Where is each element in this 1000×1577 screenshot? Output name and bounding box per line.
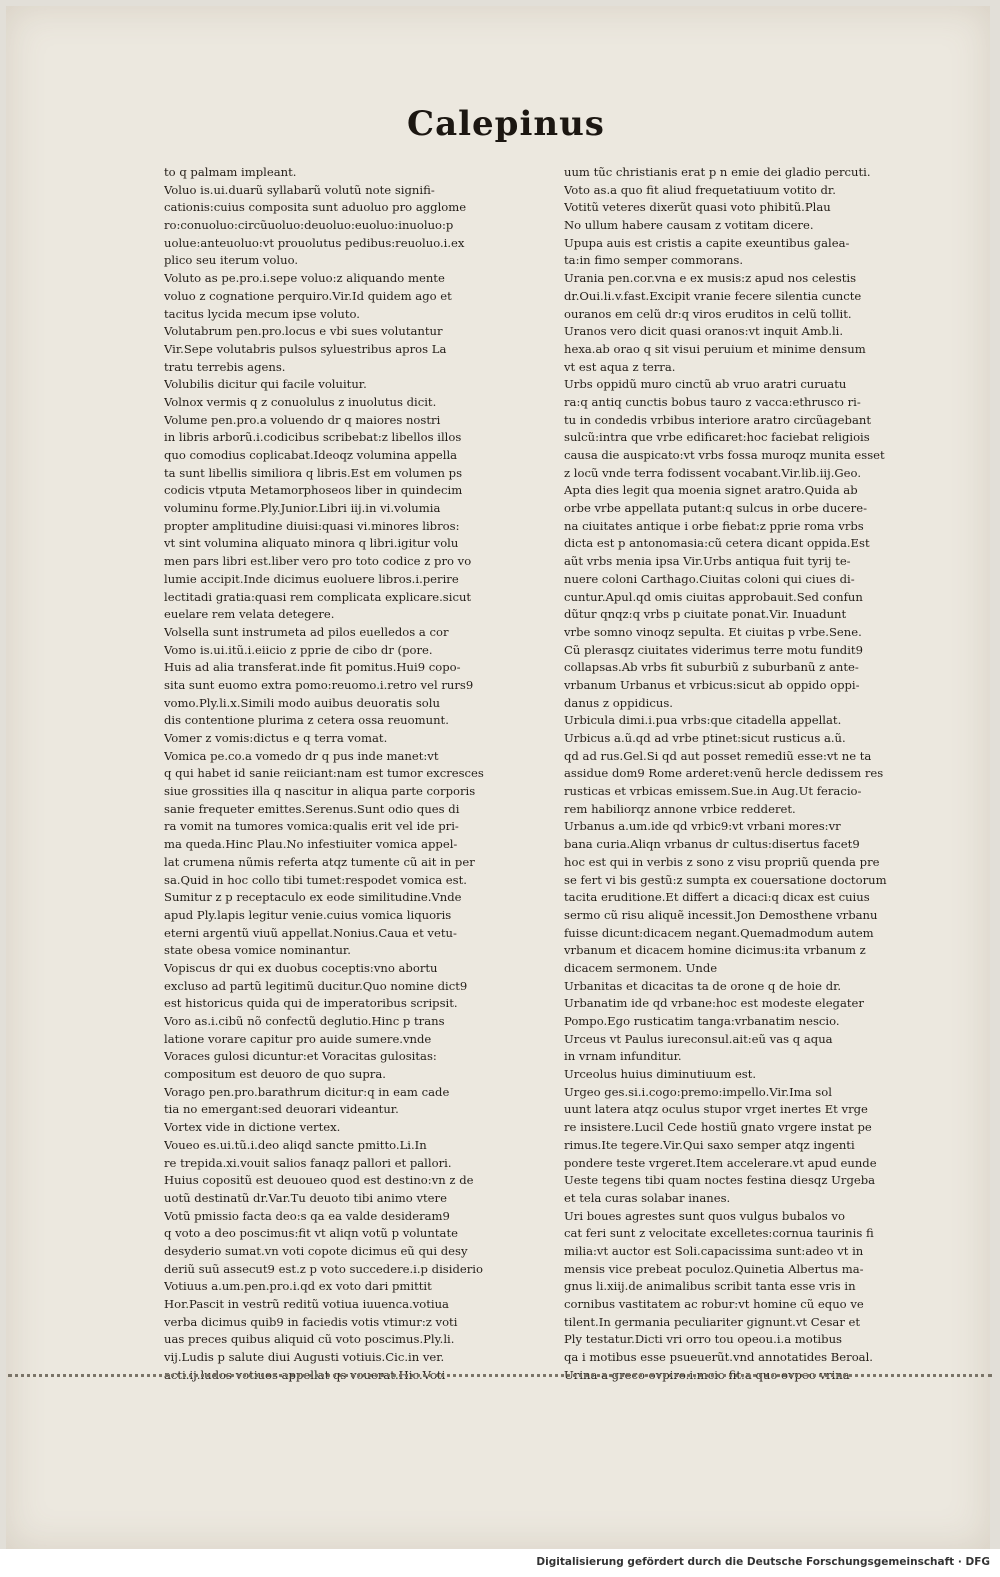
text-line: compositum est deuoro de quo supra. (164, 1067, 386, 1082)
text-line: tia no emergant:sed deuorari videantur. (164, 1102, 399, 1117)
text-line: Urbanitas et dicacitas ta de orone q de hoie dr. (564, 978, 842, 993)
text-line: re insistere.Lucil Cede hostiũ gnato vrgere instat pe (564, 1120, 872, 1135)
text-line: Volubilis dicitur qui facile voluitur. (164, 377, 367, 392)
text-line: et tela curas solabar inanes. (564, 1190, 731, 1205)
text-line: state obesa vomice nominantur. (164, 943, 351, 958)
text-line: dis contentione plurima z cetera ossa reuomunt. (164, 713, 449, 728)
text-line: Urina a greco ovpiro.i.mcio fit:a quo ovpeo vrina (564, 1367, 850, 1382)
text-line: cuntur.Apul.qd omis ciuitas approbauit.Sed confun (564, 589, 863, 604)
text-line: Urceus vt Paulus iureconsul.ait:eũ vas q aqua (564, 1031, 833, 1046)
text-line: Urania pen.cor.vna e ex musis:z apud nos celestis (564, 271, 857, 286)
text-line: sita sunt euomo extra pomo:reuomo.i.retro vel rurs9 (164, 677, 474, 692)
text-line: ouranos em celũ dr:q viros eruditos in celũ tollit. (564, 306, 852, 321)
text-line: uunt latera atqz oculus stupor vrget inertes Et vrge (564, 1102, 868, 1117)
text-line: verba dicimus quib9 in faciedis votis vtimur:z voti (164, 1314, 458, 1329)
text-line: siue grossities illa q nascitur in aliqua parte corporis (164, 784, 476, 799)
text-line: Uri boues agrestes sunt quos vulgus bubalos vo (564, 1208, 845, 1223)
text-line: quo comodius coplicabat.Ideoqz volumina appella (164, 448, 458, 462)
text-line: milia:vt auctor est Soli.capacissima sunt:adeo vt in (564, 1243, 864, 1258)
text-line: causa die auspicato:vt vrbs fossa muroqz munita esset (564, 448, 885, 462)
text-line: qa i motibus esse psueuerũt.vnd annotatides Beroal. (564, 1350, 873, 1365)
text-line: ta sunt libellis similiora q libris.Est em volumen ps (164, 465, 463, 480)
text-line: vt sint volumina aliquato minora q libri.igitur volu (164, 536, 459, 551)
text-line: hexa.ab orao q sit visui peruium et minime densum (564, 341, 866, 356)
text-line: propter amplitudine diuisi:quasi vi.minores libros: (164, 518, 460, 533)
text-line: q qui habet id sanie reiiciant:nam est tumor excresces (164, 766, 484, 781)
text-line: apud Ply.lapis legitur venie.cuius vomica liquoris (164, 907, 452, 922)
text-line: voluminu forme.Ply.Junior.Libri iij.in vi.volumia (164, 501, 441, 516)
text-line: latione vorare capitur pro auide sumere.vnde (164, 1031, 432, 1046)
text-line: Hor.Pascit in vestrũ reditũ votiua iuuenca.votiua (164, 1297, 449, 1311)
text-line: z locũ vnde terra fodissent vocabant.Vir.lib.iij.Geo. (564, 465, 861, 480)
text-line: Vir.Sepe volutabris pulsos syluestribus apros La (164, 341, 447, 356)
text-line: No ullum habere causam z votitam dicere. (564, 218, 814, 233)
text-line: rusticas et vrbicas emissem.Sue.in Aug.Ut feracio- (564, 784, 862, 799)
text-line: collapsas.Ab vrbs fit suburbiũ z suburbanũ z ante- (564, 660, 859, 675)
text-line: men pars libri est.liber vero pro toto codice z pro vo (164, 554, 472, 569)
text-line: Sumitur z p receptaculo ex eode similitudine.Vnde (164, 890, 462, 905)
text-line: aũt vrbs menia ipsa Vir.Urbs antiqua fuit tyrij te- (564, 554, 851, 569)
running-head: Calepinus (407, 104, 605, 144)
text-line: Urceolus huius diminutiuum est. (564, 1067, 757, 1082)
text-line: in vrnam infunditur. (564, 1049, 682, 1064)
text-line: se fert vi bis gestũ:z sumpta ex couersatione doctorum (564, 872, 887, 887)
text-line: Vopiscus dr qui ex duobus coceptis:vno abortu (164, 960, 438, 975)
text-line: Votũ pmissio facta deo:s qa ea valde desideram9 (164, 1208, 450, 1223)
text-line: lat crumena nũmis referta atqz tumente cũ ait in per (164, 854, 475, 869)
text-line: Ueste tegens tibi quam noctes festina diesqz Urgeba (564, 1173, 876, 1188)
text-line: uas preces quibus aliquid cũ voto poscimus.Ply.li. (164, 1332, 455, 1347)
text-line: Vortex vide in dictione vertex. (164, 1120, 341, 1135)
text-line: rem habiliorqz annone vrbice redderet. (564, 801, 796, 816)
text-line: lumie accipit.Inde dicimus euoluere libros.i.perire (164, 571, 459, 586)
text-line: dicta est p antonomasia:cũ cetera dicant oppida.Est (564, 536, 870, 551)
text-line: acti.ij.ludos votiuos appellat qs vouerat.Hic.Voti (164, 1367, 446, 1382)
text-line: lectitadi gratia:quasi rem complicata explicare.sicut (164, 589, 472, 604)
text-line: tacita eruditione.Et differt a dicaci:q dicax est cuius (564, 890, 870, 905)
text-line: danus z oppidicus. (564, 695, 673, 710)
text-line: ra:q antiq cunctis bobus tauro z vacca:ethrusco ri- (564, 394, 861, 409)
scan-edge-dotted-line (8, 1374, 992, 1377)
text-line: Urbs oppidũ muro cinctũ ab vruo aratri curuatu (564, 377, 847, 392)
text-line: mensis vice prebeat poculoz.Quinetia Albertus ma- (564, 1261, 864, 1276)
text-line: tilent.In germania peculiariter gignunt.vt Cesar et (564, 1314, 861, 1329)
text-line: cationis:cuius composita sunt aduoluo pro agglome (164, 200, 467, 215)
text-line: bana curia.Aliqn vrbanus dr cultus:disertus facet9 (564, 837, 860, 852)
book-page (6, 6, 990, 1549)
text-line: Uranos vero dicit quasi oranos:vt inquit Amb.li. (564, 324, 844, 339)
text-line: pondere teste vrgeret.Item accelerare.vt apud eunde (564, 1155, 877, 1170)
text-line: Voto as.a quo fit aliud frequetatiuum votito dr. (564, 182, 836, 197)
text-line: uotũ destinatũ dr.Var.Tu deuoto tibi animo vtere (164, 1190, 447, 1205)
text-line: ta:in fimo semper commorans. (564, 253, 744, 268)
text-line: dr.Oui.li.v.fast.Excipit vranie fecere silentia cuncte (564, 288, 862, 303)
footer-bar (0, 1549, 1000, 1577)
text-line: plico seu iterum voluo. (164, 253, 299, 268)
text-line: Voluto as pe.pro.i.sepe voluo:z aliquando mente (164, 271, 445, 286)
right-text-column (564, 164, 954, 1384)
text-line: Voueo es.ui.tũ.i.deo aliqd sancte pmitto.Li.In (164, 1137, 427, 1152)
text-line: excluso ad partũ legitimũ ducitur.Quo nomine dict9 (164, 978, 468, 993)
text-line: Cũ plerasqz ciuitates viderimus terre motu fundit9 (564, 642, 863, 657)
text-line: Vomer z vomis:dictus e q terra vomat. (164, 731, 388, 745)
text-line: tu in condedis vrbibus interiore aratro circũagebant (564, 412, 872, 427)
text-line: Urbanus a.um.ide qd vrbic9:vt vrbani mores:vr (564, 819, 841, 834)
text-line: Urbicus a.ũ.qd ad vrbe ptinet:sicut rusticus a.ũ. (564, 731, 846, 745)
text-line: Volsella sunt instrumeta ad pilos euelledos a cor (164, 624, 449, 639)
text-line: hoc est qui in verbis z sono z visu propriũ quenda pre (564, 854, 880, 869)
text-line: dicacem sermonem. Unde (564, 960, 718, 975)
text-line: Votiuus a.um.pen.pro.i.qd ex voto dari pmittit (164, 1279, 432, 1294)
text-line: cornibus vastitatem ac robur:vt homine cũ equo ve (564, 1297, 864, 1311)
text-line: codicis vtputa Metamorphoseos liber in quindecim (164, 483, 463, 498)
text-line: tacitus lycida mecum ipse voluto. (164, 306, 360, 321)
text-line: Vomo is.ui.itũ.i.eiicio z pprie de cibo dr (pore. (164, 642, 433, 657)
text-line: Urgeo ges.si.i.cogo:premo:impello.Vir.Ima sol (564, 1084, 832, 1099)
text-line: cat feri sunt z velocitate excelletes:cornua taurinis fi (564, 1226, 874, 1241)
text-line: dũtur qnqz:q vrbs p ciuitate ponat.Vir. Inuadunt (564, 607, 847, 622)
text-line: Voro as.i.cibũ nõ confectũ deglutio.Hinc p trans (164, 1014, 445, 1028)
text-line: uum tũc christianis erat p n emie dei gladio percuti. (564, 165, 871, 179)
text-line: to q palmam impleant. (164, 165, 297, 179)
text-line: assidue dom9 Rome arderet:venũ hercle dedissem res (564, 766, 884, 781)
text-line: Huius copositũ est deuoueo quod est destino:vn z de (164, 1173, 474, 1188)
text-line: ro:conuoluo:circũuoluo:deuoluo:euoluo:inuoluo:p (164, 218, 454, 233)
text-line: uolue:anteuoluo:vt prouolutus pedibus:reuoluo.i.ex (164, 235, 465, 250)
text-line: euelare rem velata detegere. (164, 607, 335, 622)
text-line: vomo.Ply.li.x.Simili modo auibus deuoratis solu (164, 695, 440, 710)
text-line: tratu terrebis agens. (164, 359, 286, 374)
text-line: Ply testatur.Dicti vri orro tou opeou.i.a motibus (564, 1332, 842, 1347)
text-line: q voto a deo poscimus:fit vt aliqn votũ p voluntate (164, 1226, 458, 1241)
text-line: Urbanatim ide qd vrbane:hoc est modeste elegater (564, 996, 864, 1011)
text-line: nuere coloni Carthago.Ciuitas coloni qui ciues di- (564, 571, 855, 586)
text-line: est historicus quida qui de imperatoribus scripsit. (164, 996, 458, 1011)
text-line: vt est aqua z terra. (564, 359, 676, 374)
text-line: vrbanum et dicacem homine dicimus:ita vrbanum z (564, 943, 866, 958)
text-line: voluo z cognatione perquiro.Vir.Id quidem ago et (164, 288, 452, 303)
text-line: gnus li.xiij.de animalibus scribit tanta esse vris in (564, 1279, 856, 1294)
text-line: na ciuitates antique i orbe fiebat:z pprie roma vrbs (564, 518, 864, 533)
text-line: Volnox vermis q z conuolulus z inuolutus dicit. (164, 394, 437, 409)
text-line: Votitũ veteres dixerũt quasi voto phibitũ.Plau (564, 200, 831, 215)
text-line: in libris arborũ.i.codicibus scribebat:z libellos illos (164, 430, 462, 445)
text-line: re trepida.xi.vouit salios fanaqz pallori et pallori. (164, 1155, 452, 1170)
left-text-column (164, 164, 554, 1384)
text-line: Volutabrum pen.pro.locus e vbi sues volutantur (164, 324, 443, 339)
text-line: sulcũ:intra que vrbe edificaret:hoc faciebat religiois (564, 430, 870, 445)
text-line: vrbanum Urbanus et vrbicus:sicut ab oppido oppi- (564, 677, 860, 692)
text-line: vij.Ludis p salute diui Augusti votiuis.Cic.in ver. (164, 1350, 445, 1365)
funding-credit: Digitalisierung gefördert durch die Deutsche Forschungsgemeinschaft · DFG (536, 1556, 990, 1568)
text-line: sa.Quid in hoc collo tibi tumet:respodet vomica est. (164, 872, 467, 887)
text-line: sanie frequeter emittes.Serenus.Sunt odio ques di (164, 801, 460, 816)
text-line: orbe vrbe appellata putant:q sulcus in orbe ducere- (564, 501, 867, 516)
text-line: rimus.Ite tegere.Vir.Qui saxo semper atqz ingenti (564, 1137, 855, 1152)
text-line: sermo cũ risu aliquẽ incessit.Jon Demosthene vrbanu (564, 907, 878, 922)
text-line: ma queda.Hinc Plau.No infestiuiter vomica appel- (164, 837, 458, 852)
text-line: Upupa auis est cristis a capite exeuntibus galea- (564, 235, 850, 250)
text-line: Huis ad alia transferat.inde fit pomitus.Hui9 copo- (164, 660, 461, 675)
text-line: fuisse dicunt:dicacem negant.Quemadmodum autem (564, 925, 874, 940)
text-line: Volume pen.pro.a voluendo dr q maiores nostri (164, 412, 441, 427)
text-line: Voraces gulosi dicuntur:et Voracitas gulositas: (164, 1049, 437, 1064)
text-line: Voluo is.ui.duarũ syllabarũ volutũ note signifi- (164, 182, 435, 197)
text-line: Vomica pe.co.a vomedo dr q pus inde manet:vt (164, 748, 439, 763)
text-line: Apta dies legit qua moenia signet aratro.Quida ab (564, 483, 858, 498)
text-line: qd ad rus.Gel.Si qd aut posset remediũ esse:vt ne ta (564, 748, 872, 763)
text-line: desyderio sumat.vn voti copote dicimus eũ qui desy (164, 1243, 468, 1258)
text-line: Vorago pen.pro.barathrum dicitur:q in eam cade (164, 1084, 450, 1099)
text-line: ra vomit na tumores vomica:qualis erit vel ide pri- (164, 819, 459, 834)
text-line: deriũ suũ assecut9 est.z p voto succedere.i.p disiderio (164, 1261, 483, 1276)
text-line: vrbe somno vinoqz sepulta. Et ciuitas p vrbe.Sene. (564, 624, 862, 639)
text-line: Pompo.Ego rusticatim tanga:vrbanatim nescio. (564, 1014, 840, 1028)
text-line: eterni argentũ viuũ appellat.Nonius.Caua et vetu- (164, 925, 457, 940)
text-line: Urbicula dimi.i.pua vrbs:que citadella appellat. (564, 713, 842, 728)
